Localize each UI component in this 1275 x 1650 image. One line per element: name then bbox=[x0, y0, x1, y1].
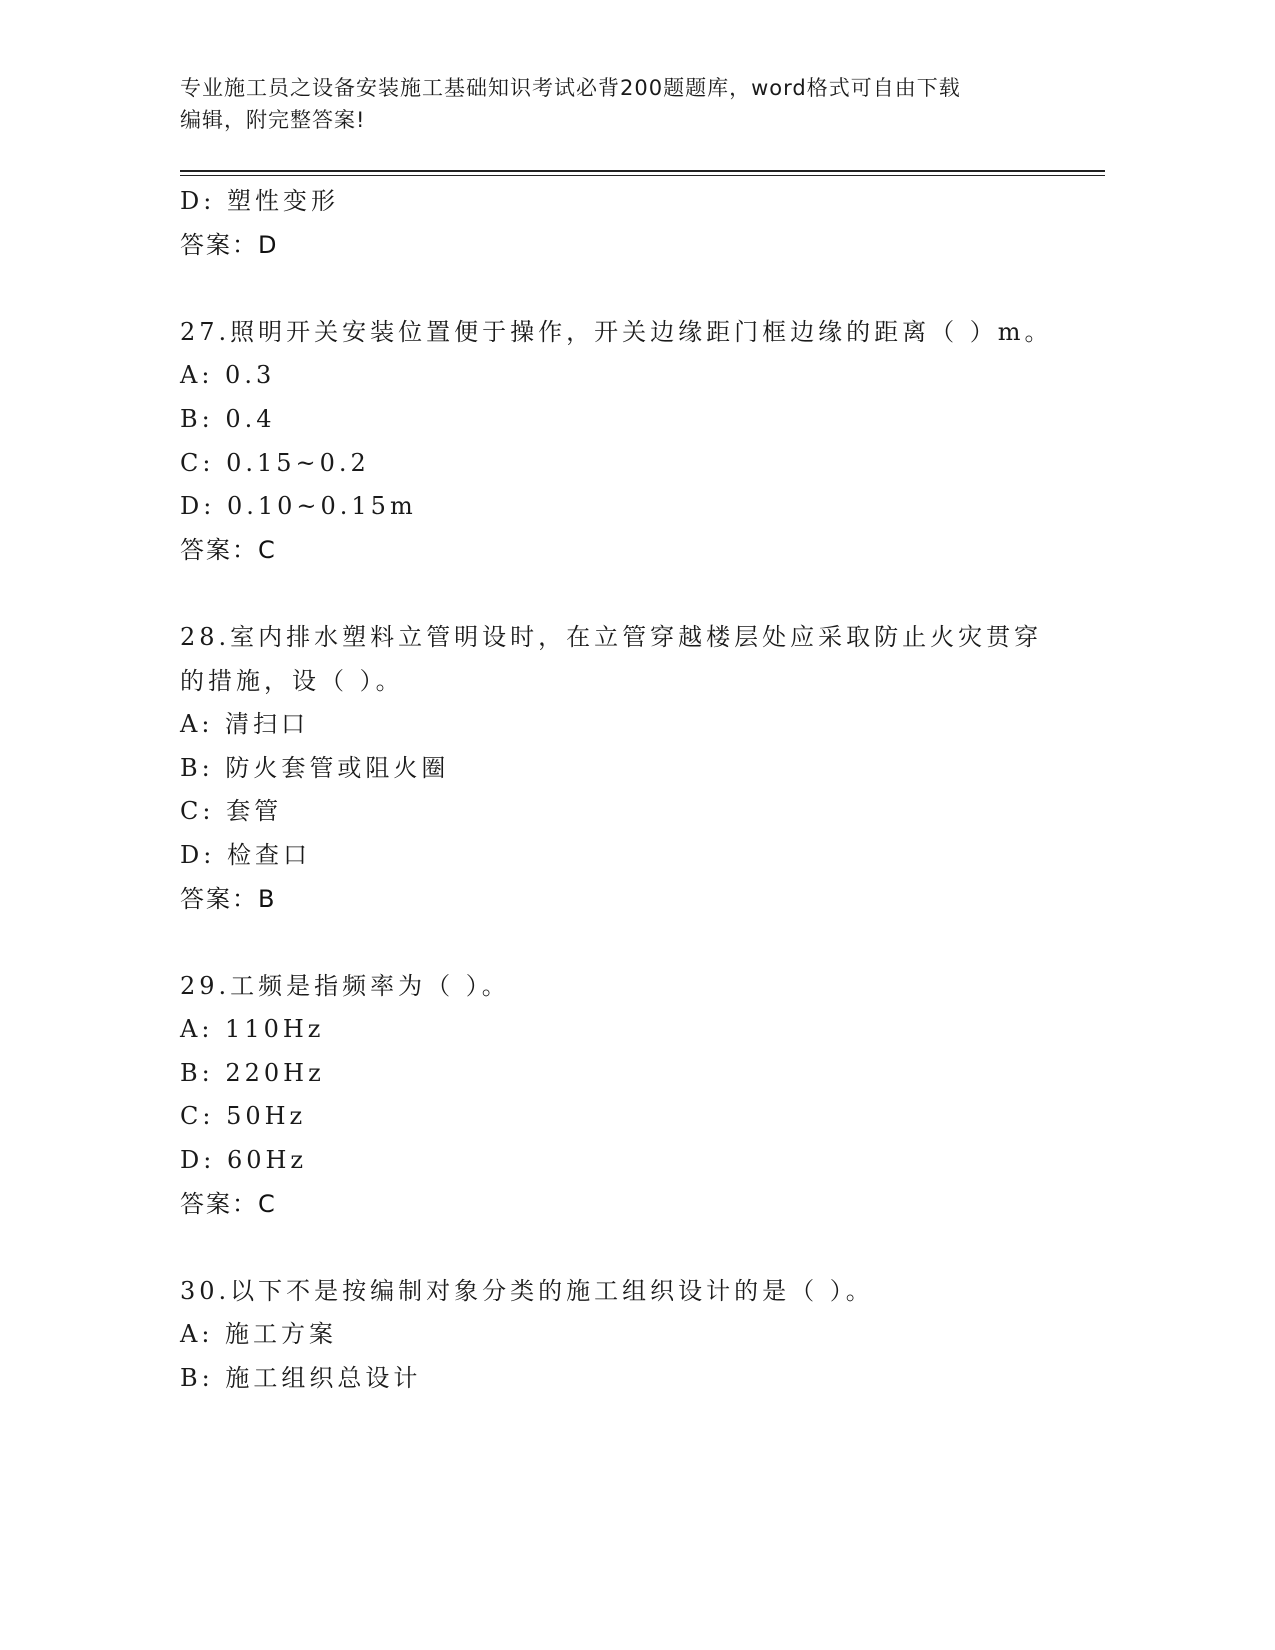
option-c: C: 0.15~0.2 bbox=[180, 448, 370, 477]
header-divider-thin bbox=[180, 175, 1105, 176]
question-spacer bbox=[180, 1226, 1080, 1270]
answer-line: 答案：D bbox=[180, 230, 279, 259]
question-stem-continued: 的措施，设（ ）。 bbox=[180, 666, 404, 695]
header-line-1: 专业施工员之设备安装施工基础知识考试必背200题题库，word格式可自由下载 bbox=[180, 76, 961, 100]
option-b: B: 220Hz bbox=[180, 1058, 325, 1087]
page-header bbox=[180, 72, 1060, 136]
option-b: B: 0.4 bbox=[180, 404, 276, 433]
option-a: A: 施工方案 bbox=[180, 1320, 338, 1349]
option-a: A: 清扫口 bbox=[180, 710, 310, 739]
option-d: D: 检查口 bbox=[180, 840, 311, 869]
option-a: A: 0.3 bbox=[180, 361, 276, 390]
question-30 bbox=[180, 1270, 1080, 1401]
option-d: D: 塑性变形 bbox=[180, 187, 339, 215]
answer-line: 答案：B bbox=[180, 884, 277, 913]
question-stem: 28.室内排水塑料立管明设时，在立管穿越楼层处应采取防止火灾贯穿 bbox=[180, 622, 1043, 651]
question-28 bbox=[180, 616, 1080, 921]
question-29 bbox=[180, 965, 1080, 1227]
previous-question-fragment bbox=[180, 180, 1080, 267]
question-stem: 30.以下不是按编制对象分类的施工组织设计的是（ ）。 bbox=[180, 1276, 874, 1305]
option-c: C: 50Hz bbox=[180, 1102, 307, 1131]
question-27 bbox=[180, 311, 1080, 573]
option-d: D: 0.10~0.15m bbox=[180, 492, 417, 521]
option-b: B: 施工组织总设计 bbox=[180, 1364, 422, 1393]
option-a: A: 110Hz bbox=[180, 1015, 325, 1044]
question-spacer bbox=[180, 572, 1080, 616]
option-d: D: 60Hz bbox=[180, 1146, 308, 1175]
question-spacer bbox=[180, 267, 1080, 311]
option-b: B: 防火套管或阻火圈 bbox=[180, 753, 450, 782]
answer-line: 答案：C bbox=[180, 1189, 277, 1218]
header-line-2: 编辑，附完整答案! bbox=[180, 108, 366, 132]
answer-line: 答案：C bbox=[180, 535, 277, 564]
question-spacer bbox=[180, 921, 1080, 965]
question-list bbox=[180, 180, 1080, 1401]
question-stem: 29.工频是指频率为（ ）。 bbox=[180, 971, 510, 1000]
question-stem: 27.照明开关安装位置便于操作，开关边缘距门框边缘的距离（ ）m。 bbox=[180, 317, 1053, 346]
option-c: C: 套管 bbox=[180, 797, 283, 826]
header-divider-thick bbox=[180, 170, 1105, 172]
